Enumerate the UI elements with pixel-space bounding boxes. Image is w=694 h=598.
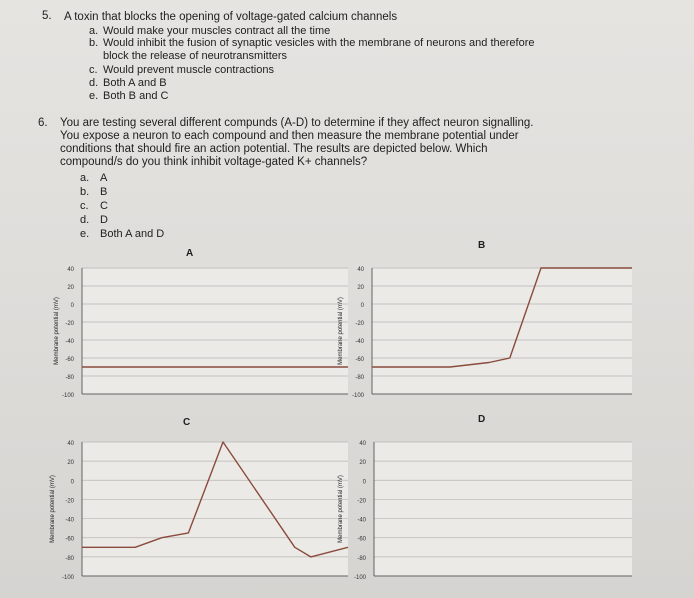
chart-b xyxy=(336,262,636,402)
y-tick-label: 20 xyxy=(357,285,364,291)
q5-option-d: d. Both A and B xyxy=(89,77,167,89)
plot-area xyxy=(374,442,632,576)
q5-stem: A toxin that blocks the opening of voltage-gated calcium channels xyxy=(64,11,398,23)
chart-c-title: C xyxy=(183,417,191,428)
q6-stem-line-3: conditions that should fire an action potential. The results are depicted below. Which xyxy=(60,143,488,155)
y-tick-label: -20 xyxy=(357,498,366,505)
chart-d xyxy=(336,436,636,584)
y-tick-label: -100 xyxy=(61,393,74,399)
q6-option-c: c. C xyxy=(80,200,108,212)
plot-area xyxy=(372,268,632,394)
q5-option-a: a. Would make your muscles contract all the time xyxy=(89,25,331,37)
chart-b-title: B xyxy=(478,240,486,251)
y-tick-label: -20 xyxy=(65,321,74,327)
q6-option-a: a. A xyxy=(80,172,108,184)
y-tick-label: 20 xyxy=(67,285,74,291)
y-tick-label: -100 xyxy=(351,393,364,399)
chart-a xyxy=(52,262,350,402)
y-tick-label: 0 xyxy=(362,479,366,486)
y-tick-label: 0 xyxy=(360,303,364,309)
y-tick-label: 40 xyxy=(67,267,74,273)
y-tick-label: -80 xyxy=(355,375,364,381)
y-tick-label: 20 xyxy=(67,460,74,467)
y-tick-label: -40 xyxy=(355,339,364,345)
y-tick-label: -60 xyxy=(355,357,364,363)
y-tick-label: -80 xyxy=(357,555,366,562)
chart-c xyxy=(48,436,350,584)
y-tick-label: -60 xyxy=(65,536,74,543)
q6-option-b: b. B xyxy=(80,186,108,198)
y-tick-label: -40 xyxy=(65,517,74,524)
plot-area xyxy=(82,268,348,394)
y-tick-label: -80 xyxy=(65,375,74,381)
q5-option-e: e. Both B and C xyxy=(89,90,169,102)
y-tick-label: 20 xyxy=(359,460,366,467)
q6-option-e: e. Both A and D xyxy=(80,228,165,240)
y-tick-label: 40 xyxy=(67,441,74,447)
q6-option-d: d. D xyxy=(80,214,108,226)
q6-stem-line-2: You expose a neuron to each compound and then measure the membrane potential under xyxy=(60,130,519,142)
y-tick-label: -60 xyxy=(357,536,366,543)
q6-number: 6. xyxy=(38,117,48,129)
y-axis-label: Membrane potential (mV) xyxy=(338,297,344,365)
y-tick-label: -20 xyxy=(65,498,74,505)
q6-stem-line-1: You are testing several different compunds (A-D) to determine if they affect neuron signalling. xyxy=(60,117,534,129)
q5-option-b: b. Would inhibit the fusion of synaptic vesicles with the membrane of neurons and therefore xyxy=(89,37,535,49)
y-tick-label: -40 xyxy=(357,517,366,524)
y-tick-label: -20 xyxy=(355,321,364,327)
q5-option-b-continued: block the release of neurotransmitters xyxy=(103,50,288,62)
y-tick-label: -100 xyxy=(61,575,74,581)
chart-a-title: A xyxy=(186,248,194,259)
chart-d-title: D xyxy=(478,414,486,425)
y-axis-label: Membrane potential (mV) xyxy=(54,297,60,365)
y-tick-label: 0 xyxy=(70,303,74,309)
q6-stem-line-4: compound/s do you think inhibit voltage-gated K+ channels? xyxy=(60,156,368,168)
q5-number: 5. xyxy=(42,10,52,22)
y-tick-label: -60 xyxy=(65,357,74,363)
y-axis-label: Membrane potential (mV) xyxy=(338,475,344,543)
y-tick-label: 40 xyxy=(357,267,364,273)
y-tick-label: -40 xyxy=(65,339,74,345)
y-tick-label: -100 xyxy=(353,575,366,581)
y-tick-label: 40 xyxy=(359,441,366,447)
q5-option-c: c. Would prevent muscle contractions xyxy=(89,64,274,76)
y-tick-label: -80 xyxy=(65,555,74,562)
y-tick-label: 0 xyxy=(70,479,74,486)
y-axis-label: Membrane potential (mV) xyxy=(50,475,56,543)
